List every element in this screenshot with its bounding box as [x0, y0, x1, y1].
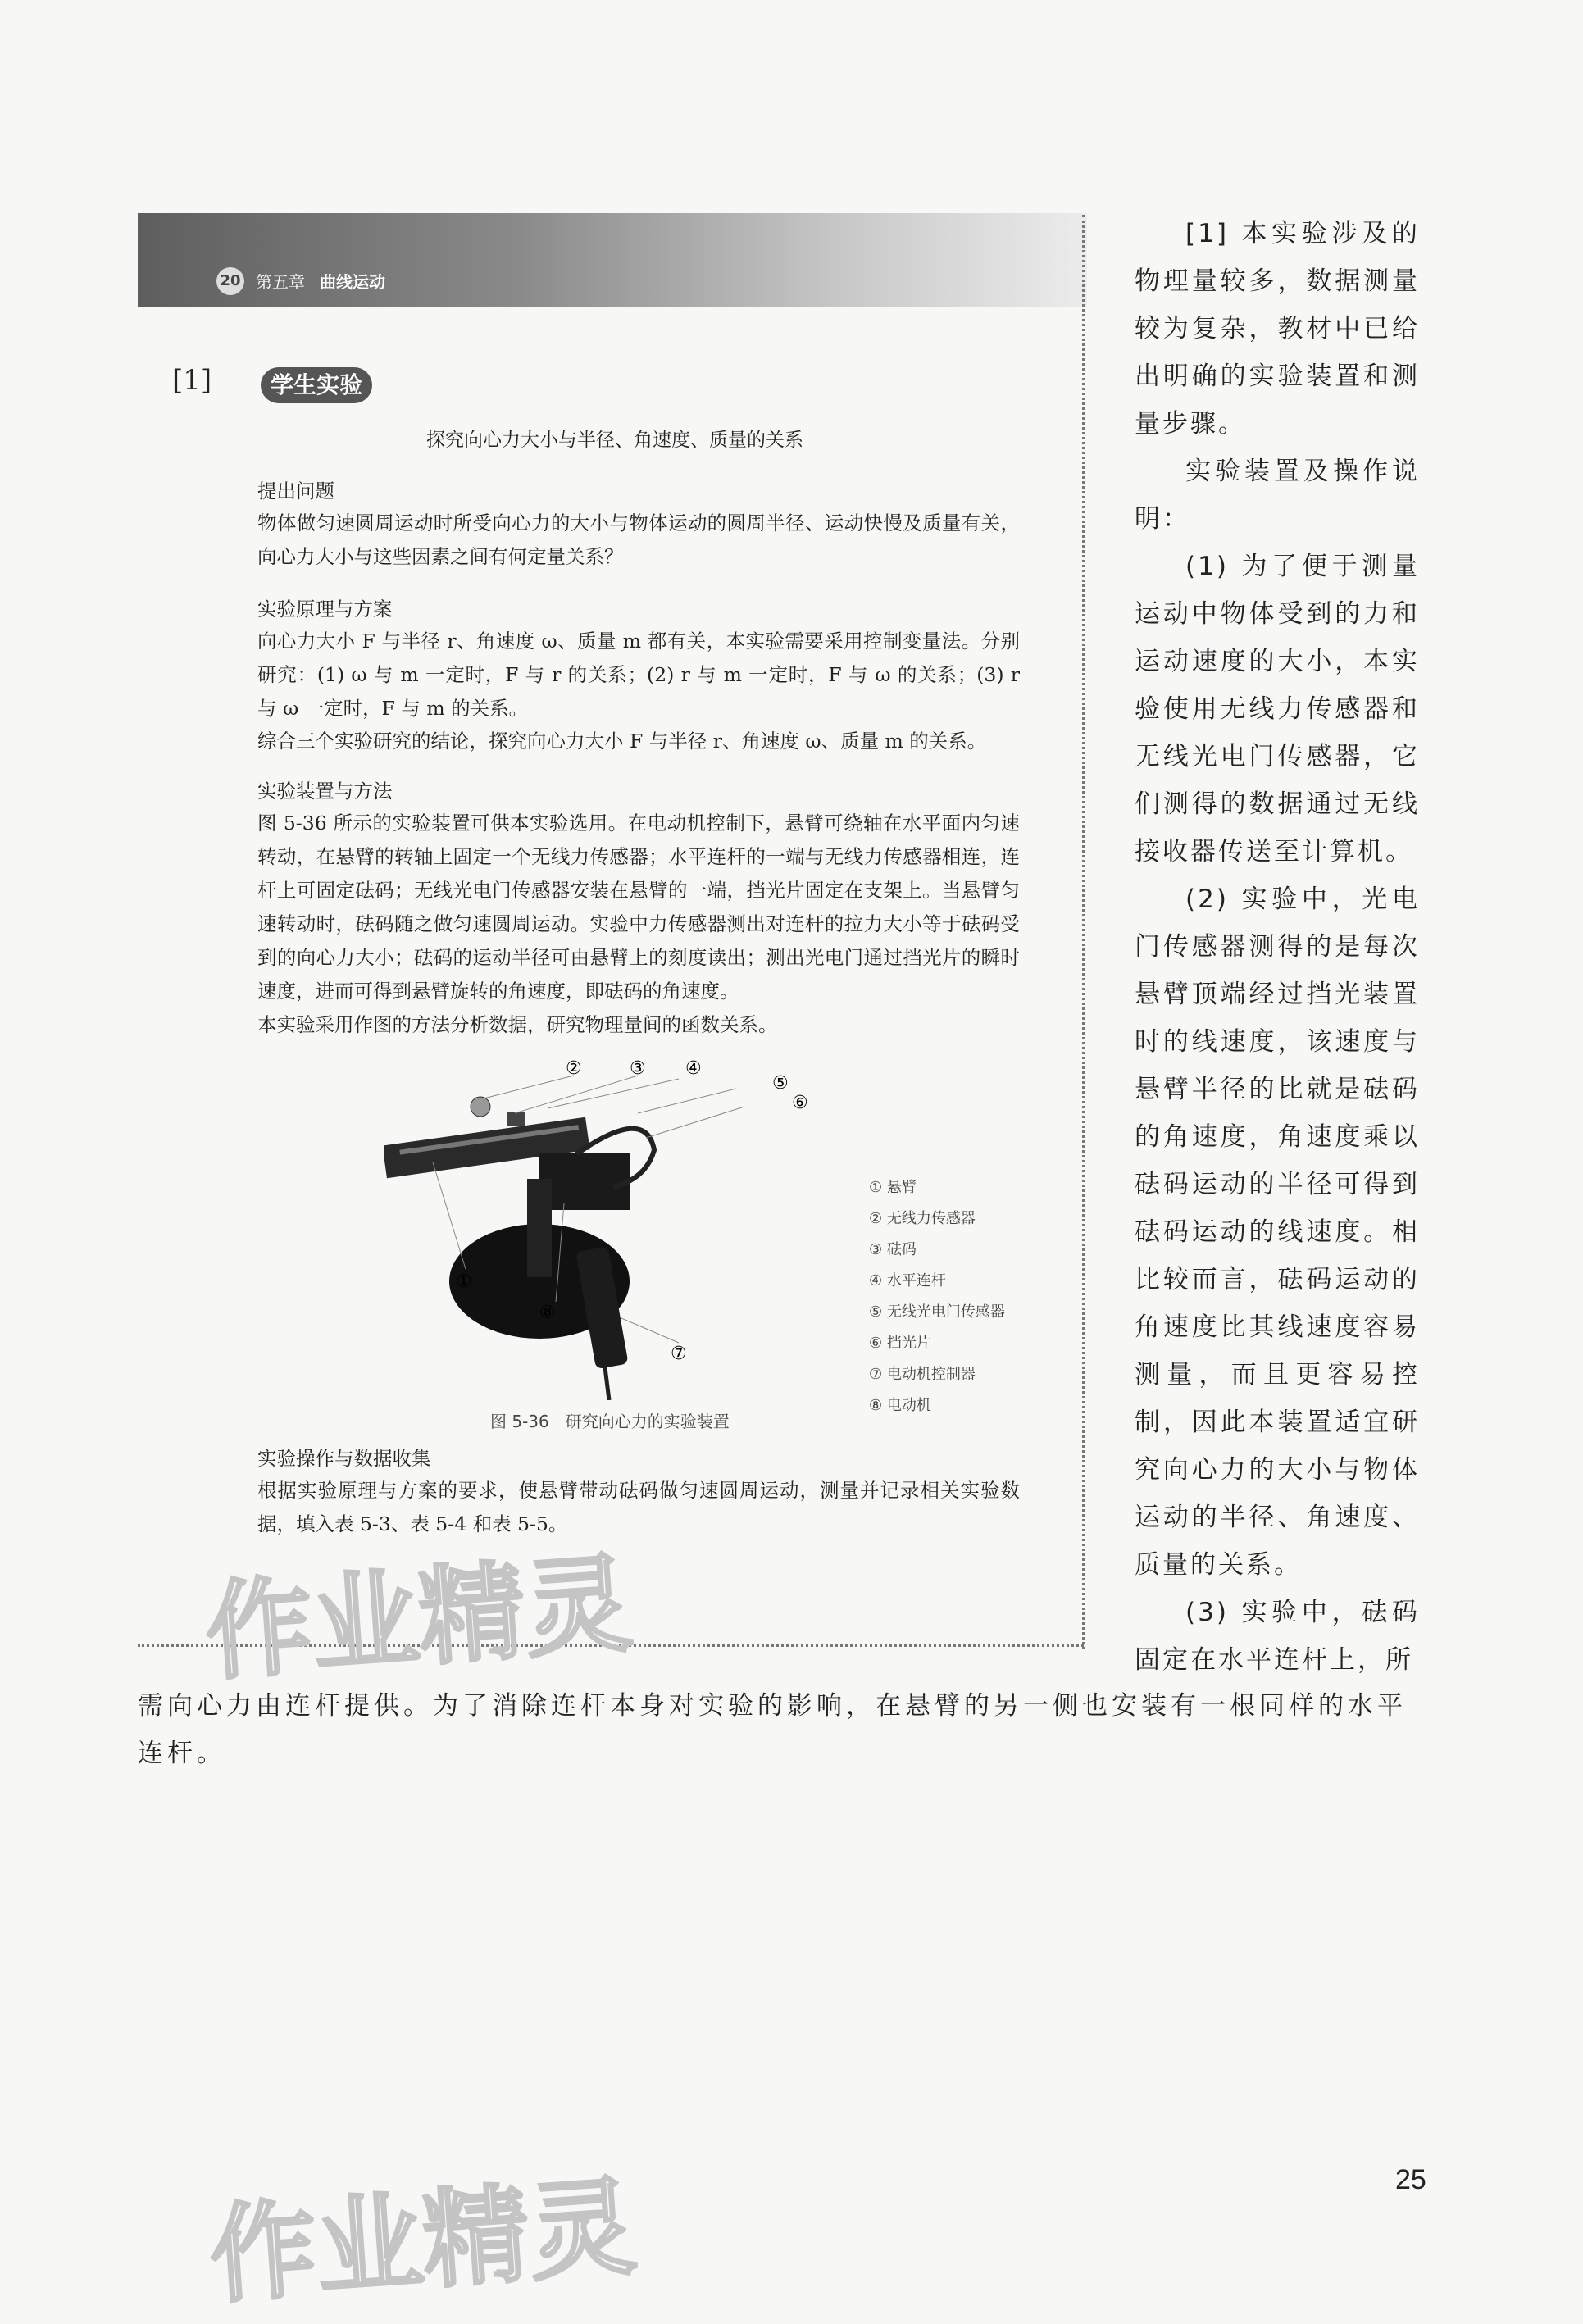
chapter-label: 第五章 [256, 272, 305, 292]
callout-5: ⑤ [772, 1073, 789, 1094]
page-badge: 20 [216, 267, 244, 295]
experiment-title: 探究向心力大小与半径、角速度、质量的关系 [426, 430, 803, 451]
legend-item: ⑧ 电动机 [869, 1397, 931, 1414]
legend-item: ⑦ 电动机控制器 [869, 1366, 976, 1383]
paragraph: 根据实验原理与方案的要求，使悬臂带动砝码做匀速圆周运动，测量并记录相关实验数据，填入表 5-3、表 5-4 和表 5-5。 [257, 1479, 1020, 1535]
legend-item: ② 无线力传感器 [869, 1210, 976, 1227]
legend-item: ⑥ 挡光片 [869, 1335, 931, 1352]
figure-legend [869, 1172, 1005, 1421]
section-heading: 实验装置与方法 [257, 780, 393, 803]
side-note: (2) 实验中，光电门传感器测得的是每次悬臂顶端经过挡光装置时的线速度，该速度与悬臂半径的比就是砝码的角速度，角速度乘以砝码运动的半径可得到砝码运动的线速度。相比较而言，砝码运动的角速度比其线速度容易测量，而且更容易控制，因此本装置适宜研究向心力的大小与物体运动的半径、角速度、质量的关系。 [1135, 885, 1420, 1580]
experiment-apparatus-figure [384, 1056, 843, 1400]
paragraph-text: 物体做匀速圆周运动时所受向心力的大小与物体运动的圆周半径、运动快慢及质量有关，向心力大小与这些因素之间有何定量关系？ [257, 512, 1020, 568]
callout-6: ⑥ [792, 1093, 808, 1113]
vertical-divider [1082, 215, 1085, 1649]
callout-4: ④ [685, 1058, 702, 1079]
watermark-text: 作业精灵 [206, 2164, 640, 2318]
legend-item: ⑤ 无线光电门传感器 [869, 1303, 1005, 1321]
leader-line [646, 1107, 744, 1138]
leader-line [515, 1076, 638, 1113]
force-sensor [507, 1112, 525, 1126]
side-note: 实验装置及操作说明： [1135, 457, 1420, 534]
side-notes [1135, 210, 1420, 1684]
legend-item: ③ 砝码 [869, 1241, 917, 1258]
paragraph: 图 5-36 所示的实验装置可供本实验选用。在电动机控制下，悬臂可绕轴在水平面内匀速转动，在悬臂的转轴上固定一个无线力传感器；水平连杆的一端与无线力传感器相连，连杆上可固定砝码；无线光电门传感器安装在悬臂的一端，挡光片固定在支架上。当悬臂匀速转动时，砝码随之做匀速圆周运动。实验中力传感器测出对连杆的拉力大小等于砝码受到的向心力大小；砝码的运动半径可由悬臂上的刻度读出；测出光电门通过挡光片的瞬时速度，进而可得到悬臂旋转的角速度，即砝码的角速度。 [257, 812, 1020, 1003]
leader-line [433, 1162, 466, 1269]
weight [471, 1097, 490, 1117]
paragraph: 向心力大小 F 与半径 r、角速度 ω、质量 m 都有关，本实验需要采用控制变量法。分别研究：(1) ω 与 m 一定时，F 与 r 的关系；(2) r 与 m 一定时，F 与 ω 的关系；(3) r 与 ω 一定时，F 与 m 的关系。 [257, 630, 1020, 720]
note-marker: [1] [172, 364, 212, 397]
controller-cable [605, 1367, 609, 1400]
leader-line [484, 1076, 574, 1098]
section-heading: 实验原理与方案 [257, 598, 393, 621]
paragraph [257, 507, 1020, 574]
callout-3: ③ [630, 1058, 646, 1079]
section-heading: 提出问题 [257, 480, 334, 503]
leader-line [638, 1089, 736, 1113]
legend-item: ④ 水平连杆 [869, 1272, 946, 1289]
motor [539, 1153, 630, 1210]
chapter-name: 曲线运动 [320, 272, 385, 292]
callout-8: ⑧ [539, 1303, 556, 1323]
continued-note: 需向心力由连杆提供。为了消除连杆本身对实验的影响，在悬臂的另一侧也安装有一根同样的水平连杆。 [138, 1691, 1407, 1768]
chapter-title [256, 269, 385, 293]
callout-2: ② [566, 1058, 582, 1079]
student-experiment-badge: 学生实验 [261, 367, 372, 403]
page-number: 25 [1395, 2164, 1426, 2195]
paragraph: 综合三个实验研究的结论，探究向心力大小 F 与半径 r、角速度 ω、质量 m 的关系。 [257, 730, 987, 753]
side-note: [1] 本实验涉及的物理量较多，数据测量较为复杂，教材中已给出明确的实验装置和测量步骤。 [1135, 219, 1420, 439]
support-column [527, 1179, 552, 1277]
watermark-text: 作业精灵 [202, 1541, 636, 1695]
paragraph: 本实验采用作图的方法分析数据，研究物理量间的函数关系。 [257, 1013, 778, 1036]
legend-item: ① 悬臂 [869, 1179, 917, 1196]
callout-1: ① [456, 1271, 472, 1292]
figure-caption: 图 5-36 研究向心力的实验装置 [490, 1412, 730, 1431]
section-heading: 实验操作与数据收集 [257, 1447, 431, 1470]
side-note: (3) 实验中，砝码固定在水平连杆上，所 [1135, 1598, 1420, 1675]
callout-7: ⑦ [671, 1344, 687, 1364]
leader-line [621, 1318, 679, 1343]
side-note: (1) 为了便于测量运动中物体受到的力和运动速度的大小，本实验使用无线力传感器和无线光电门传感器，它们测得的数据通过无线接收器传送至计算机。 [1135, 552, 1420, 866]
